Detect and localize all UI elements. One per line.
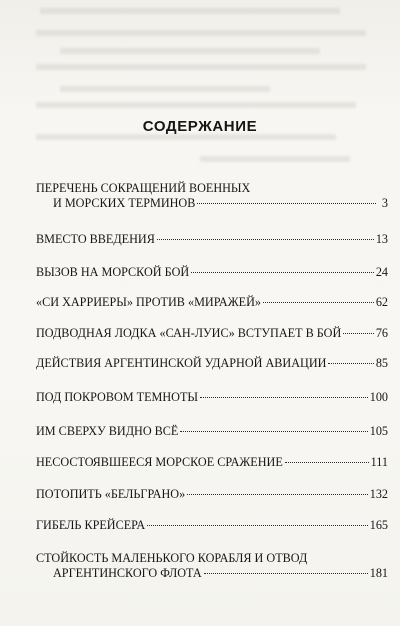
toc-page-number: 105 [369,424,388,438]
toc-page-number: 181 [369,566,388,580]
toc-entry[interactable] [36,265,388,280]
toc-entry-title: ДЕЙСТВИЯ АРГЕНТИНСКОЙ УДАРНОЙ АВИАЦИИ [36,356,327,370]
dot-leader [157,239,374,240]
bleed-through-text [0,0,400,180]
toc-entry-title: ПОДВОДНАЯ ЛОДКА «САН-ЛУИС» ВСТУПАЕТ В БОЙ [36,326,342,340]
toc-entry-title: ПОД ПОКРОВОМ ТЕМНОТЫ [36,390,199,404]
toc-page-number: 13 [375,232,388,246]
dot-leader [147,525,368,526]
toc-entry-title: ИМ СВЕРХУ ВИДНО ВСЁ [36,424,179,438]
toc-entry[interactable] [36,487,388,502]
toc-page-number: 165 [369,518,388,532]
toc-page-number: 100 [369,390,388,404]
dot-leader [187,494,368,495]
toc-entry[interactable] [36,455,388,470]
toc-entry[interactable] [36,232,388,247]
toc-entry[interactable] [36,551,388,581]
toc-entry[interactable] [36,295,388,310]
toc-entry-title: АРГЕНТИНСКОГО ФЛОТА [53,566,202,580]
dot-leader [328,363,373,364]
toc-page-number: 24 [375,265,388,279]
toc-page-number: 3 [381,196,388,210]
toc-entry-title: ВЫЗОВ НА МОРСКОЙ БОЙ [36,265,190,279]
toc-page-number: 62 [375,295,388,309]
toc-entry-title: ГИБЕЛЬ КРЕЙСЕРА [36,518,146,532]
toc-page-number: 132 [369,487,388,501]
toc-entry-title: НЕСОСТОЯВШЕЕСЯ МОРСКОЕ СРАЖЕНИЕ [36,455,283,469]
toc-entry-title: СТОЙКОСТЬ МАЛЕНЬКОГО КОРАБЛЯ И ОТВОД [36,551,308,565]
toc-entry-title: ПЕРЕЧЕНЬ СОКРАЩЕНИЙ ВОЕННЫХ [36,181,251,195]
toc-entry-title: «СИ ХАРРИЕРЫ» ПРОТИВ «МИРАЖЕЙ» [36,295,261,309]
dot-leader [197,203,376,204]
dot-leader [263,302,374,303]
toc-entry[interactable] [36,424,388,439]
dot-leader [285,462,369,463]
dot-leader [191,272,374,273]
toc-entry[interactable] [36,181,388,211]
toc-entry[interactable] [36,518,388,533]
toc-entry-title: И МОРСКИХ ТЕРМИНОВ [53,196,196,210]
dot-leader [204,573,368,574]
toc-page-number: 111 [370,455,388,469]
toc-entry[interactable] [36,390,388,405]
dot-leader [180,431,367,432]
toc-page-number: 76 [375,326,388,340]
toc-entry-title: ПОТОПИТЬ «БЕЛЬГРАНО» [36,487,186,501]
dot-leader [343,333,374,334]
toc-entry-title: ВМЕСТО ВВЕДЕНИЯ [36,232,155,246]
page-title: СОДЕРЖАНИЕ [142,118,258,135]
toc-entry[interactable] [36,356,388,371]
dot-leader [200,397,368,398]
toc-page-number: 85 [375,356,388,370]
toc-entry[interactable] [36,326,388,341]
